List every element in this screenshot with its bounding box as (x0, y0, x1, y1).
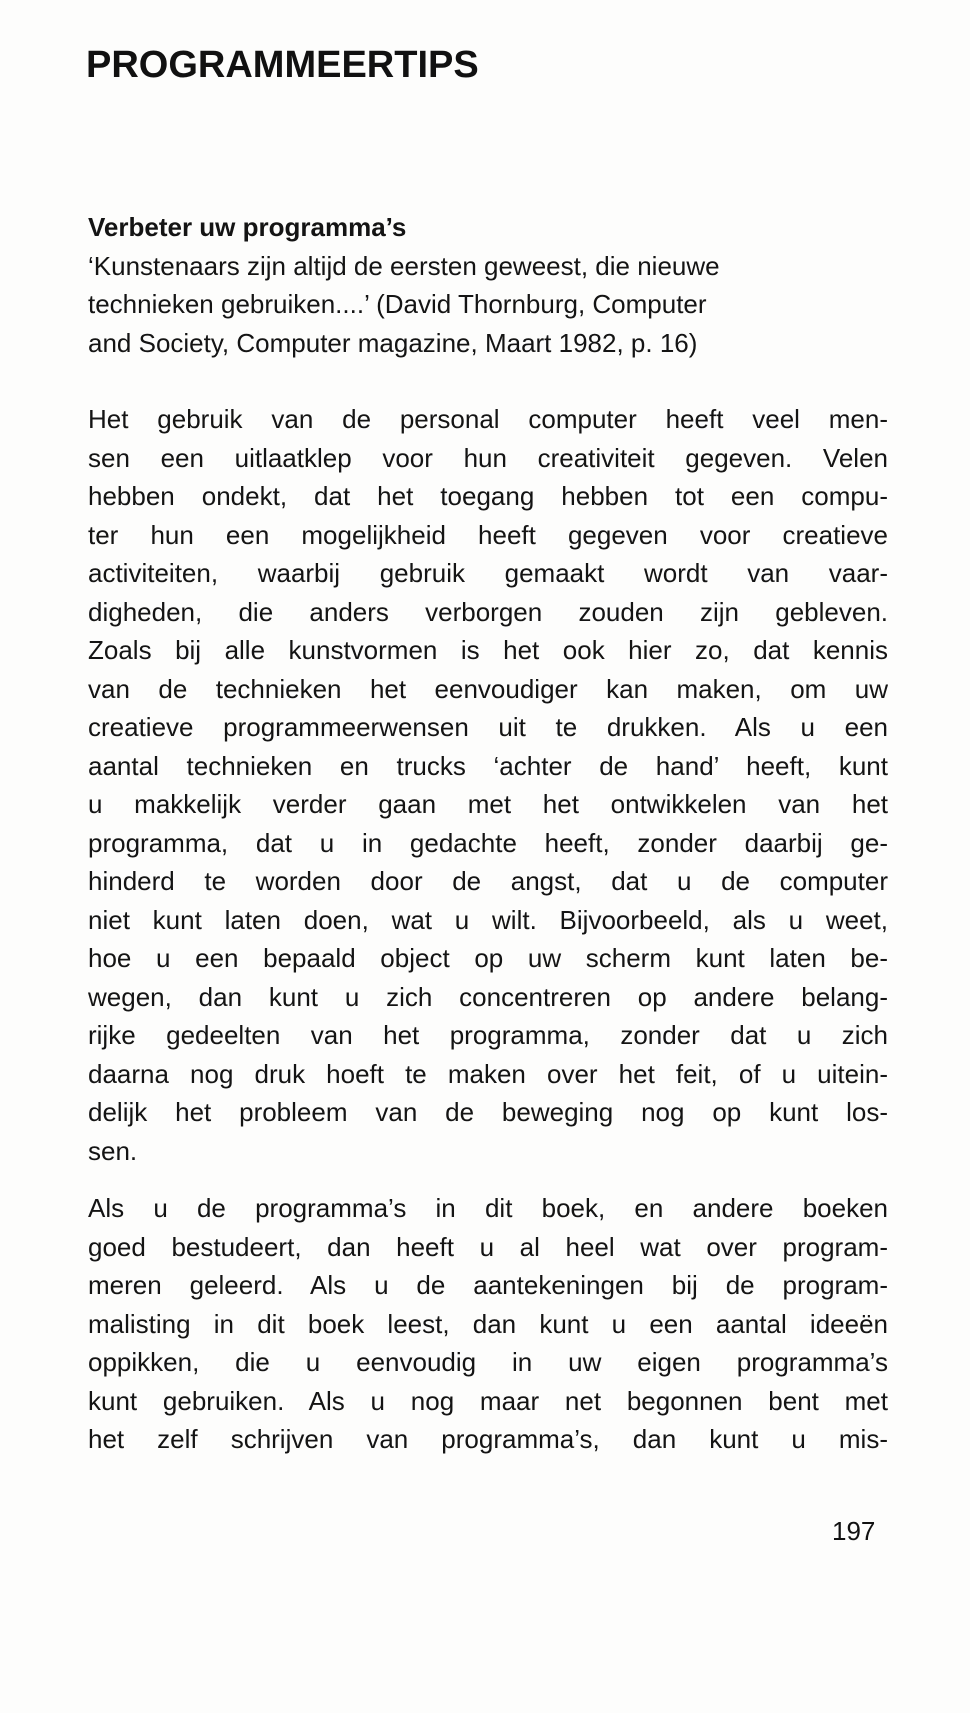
paragraph-line: hoe u een bepaald object op uw scherm kunt laten be- (88, 943, 888, 973)
paragraph-line: u makkelijk verder gaan met het ontwikkelen van het (88, 789, 888, 819)
paragraph-2 (88, 1189, 888, 1459)
paragraph-line: programma, dat u in gedachte heeft, zonder daarbij ge- (88, 827, 888, 858)
page-number: 197 (832, 1516, 876, 1546)
paragraph-line: creatieve programmeerwensen uit te drukken. Als u een (88, 712, 888, 742)
paragraph-line: oppikken, die u eenvoudig in uw eigen programma’s (88, 1347, 888, 1377)
paragraph-line: het zelf schrijven van programma’s, dan kunt u mis- (88, 1424, 888, 1454)
paragraph-line: Het gebruik van de personal computer heeft veel men- (88, 404, 888, 434)
page-content (88, 208, 888, 1459)
paragraph-line: meren geleerd. Als u de aantekeningen bij de program- (88, 1270, 888, 1300)
paragraph-line: delijk het probleem van de beweging nog op kunt los- (88, 1097, 888, 1127)
paragraph-line: niet kunt laten doen, wat u wilt. Bijvoorbeeld, als u weet, (88, 904, 888, 935)
page-title: PROGRAMMEERTIPS (86, 44, 479, 86)
quote-line: and Society, Computer magazine, Maart 1982, p. 16) (88, 327, 698, 358)
quote-block (88, 247, 888, 363)
paragraph-line: rijke gedeelten van het programma, zonder dat u zich (88, 1020, 888, 1050)
paragraph-1 (88, 400, 888, 1170)
paragraph-line: goed bestudeert, dan heeft u al heel wat over program- (88, 1231, 888, 1262)
paragraph-line: aantal technieken en trucks ‘achter de hand’ heeft, kunt (88, 750, 888, 781)
section-heading: Verbeter uw programma’s (88, 212, 407, 242)
quote-line: ‘Kunstenaars zijn altijd de eersten geweest, die nieuwe (88, 250, 720, 281)
paragraph-line: wegen, dan kunt u zich concentreren op andere belang- (88, 981, 888, 1012)
quote-line: technieken gebruiken....’ (David Thornburg, Computer (88, 289, 707, 319)
paragraph-line: digheden, die anders verborgen zouden zijn gebleven. (88, 596, 888, 627)
paragraph-line: hinderd te worden door de angst, dat u de computer (88, 866, 888, 896)
paragraph-line: activiteiten, waarbij gebruik gemaakt wordt van vaar- (88, 558, 888, 588)
paragraph-line: sen een uitlaatklep voor hun creativiteit gegeven. Velen (88, 442, 888, 473)
paragraph-line: Als u de programma’s in dit boek, en andere boeken (88, 1193, 888, 1223)
paragraph-line: sen. (88, 1135, 138, 1166)
paragraph-line: daarna nog druk hoeft te maken over het feit, of u uitein- (88, 1058, 888, 1089)
paragraph-line: Zoals bij alle kunstvormen is het ook hier zo, dat kennis (88, 635, 888, 665)
paragraph-line: kunt gebruiken. Als u nog maar net begonnen bent met (88, 1385, 888, 1416)
paragraph-line: van de technieken het eenvoudiger kan maken, om uw (88, 673, 888, 704)
paragraph-line: hebben ondekt, dat het toegang hebben tot een compu- (88, 481, 888, 511)
paragraph-line: ter hun een mogelijkheid heeft gegeven voor creatieve (88, 519, 888, 550)
paragraph-line: malisting in dit boek leest, dan kunt u een aantal ideeën (88, 1308, 888, 1339)
